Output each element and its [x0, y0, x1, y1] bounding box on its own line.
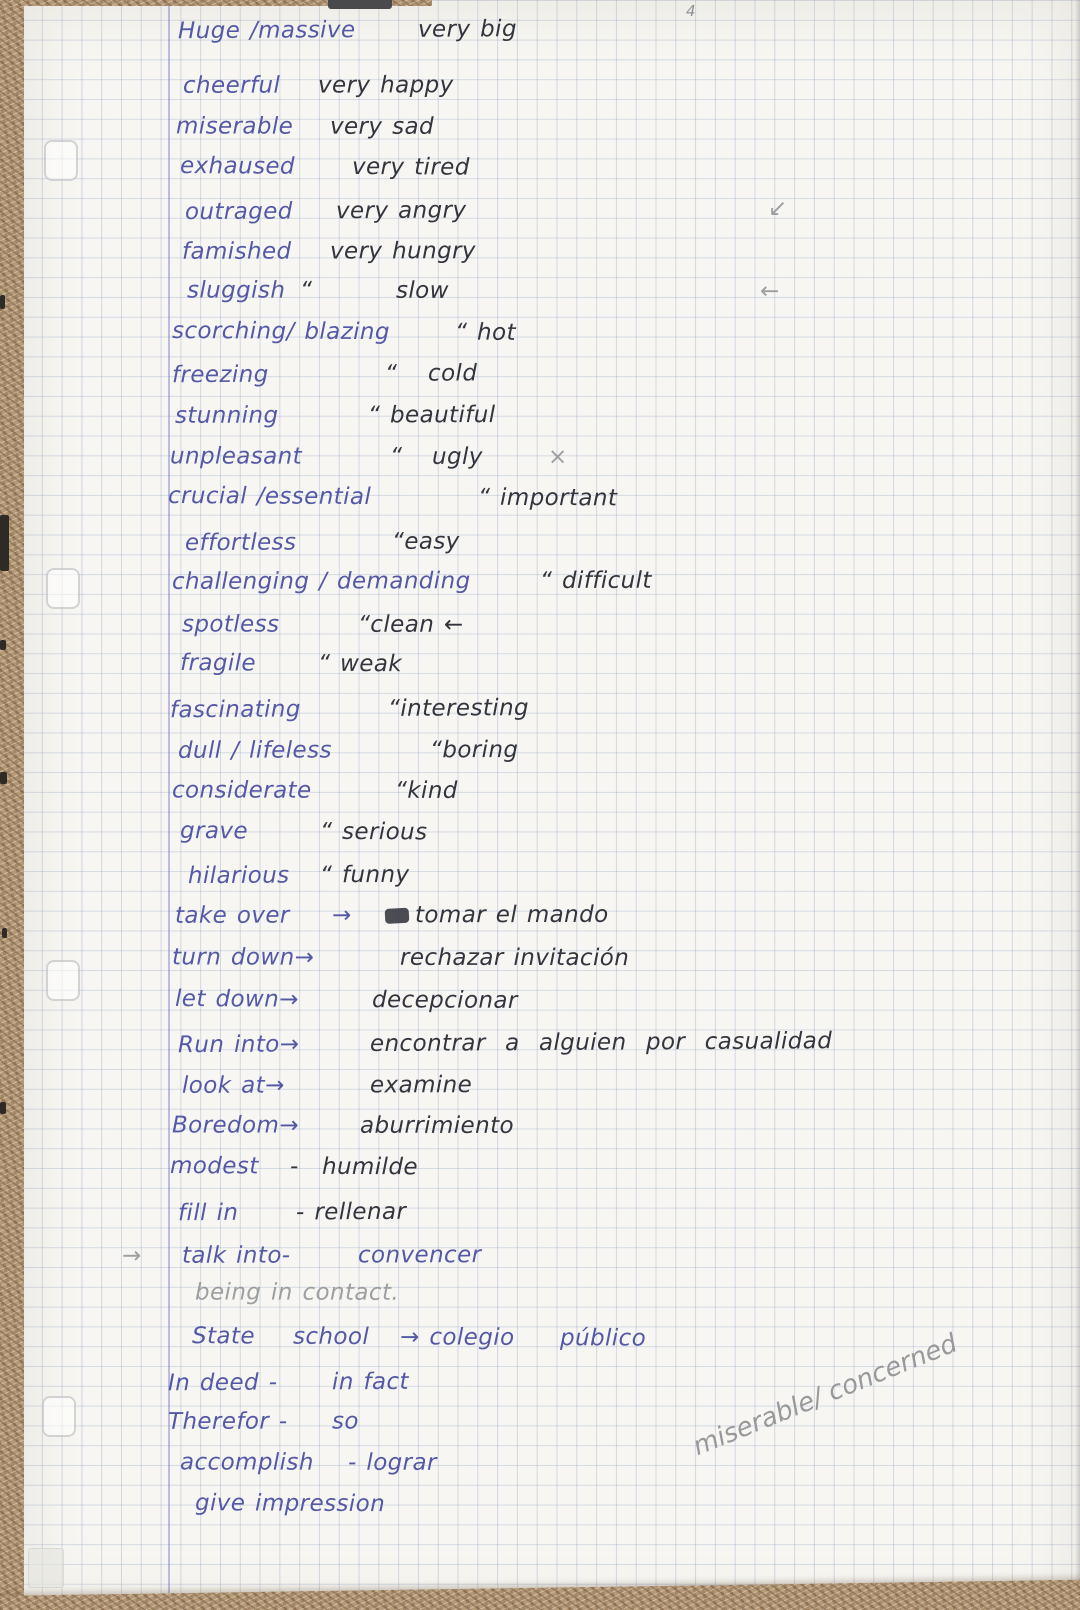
- note-text: exhaused: [179, 153, 296, 180]
- note-text: challenging / demanding: [171, 568, 471, 595]
- note-line: [0, 777, 1080, 811]
- note-line: [0, 1195, 1080, 1234]
- dark-object-top-edge: [328, 0, 392, 9]
- note-text: → colegio: [399, 1324, 515, 1351]
- note-line: [0, 443, 1080, 477]
- note-line: [0, 649, 1080, 687]
- note-line: [0, 1112, 1080, 1146]
- note-text: freezing: [171, 361, 269, 389]
- note-text: fascinating: [169, 696, 301, 724]
- note-text: slow: [395, 277, 449, 304]
- desk-dark-spot: [0, 640, 6, 650]
- note-text: grave: [179, 818, 249, 845]
- note-text: “ important: [477, 484, 618, 512]
- note-line: [0, 525, 1080, 564]
- note-line: [0, 482, 1080, 520]
- note-line: [0, 858, 1080, 897]
- note-text: accomplish: [179, 1449, 314, 1476]
- note-text: “boring: [429, 737, 519, 764]
- note-text: very sad: [329, 113, 435, 140]
- note-line: [0, 194, 1080, 233]
- corner-pencil-mark: 4: [686, 2, 696, 20]
- note-line: [0, 611, 1080, 645]
- note-text: - rellenar: [295, 1198, 407, 1226]
- note-text: “interesting: [387, 695, 530, 722]
- note-line: [0, 567, 1080, 601]
- note-text: examine: [369, 1072, 473, 1099]
- note-text: scorching/ blazing: [171, 318, 391, 346]
- note-text: Therefor -: [167, 1408, 288, 1435]
- note-text: crucial /essential: [167, 482, 372, 511]
- note-text: “ beautiful: [367, 402, 496, 429]
- note-line: [0, 277, 1080, 311]
- note-text: Huge /massive: [177, 17, 356, 45]
- note-text: “ serious: [319, 818, 428, 846]
- note-text: very hungry: [329, 238, 476, 265]
- note-text: “: [299, 277, 313, 304]
- note-text: “ hot: [454, 319, 516, 346]
- note-text: let down→: [174, 986, 299, 1013]
- note-text: “: [389, 443, 403, 470]
- note-text: famished: [181, 238, 292, 265]
- note-text: fill in: [177, 1199, 239, 1227]
- note-text: ↙: [767, 195, 788, 222]
- note-text: In deed -: [167, 1369, 278, 1397]
- note-text: tomar el mando: [414, 901, 609, 929]
- note-text: →: [121, 1242, 142, 1269]
- note-line: [0, 237, 1080, 271]
- note-text: considerate: [171, 777, 312, 804]
- note-line: [0, 944, 1080, 978]
- note-text: dull / lifeless: [177, 737, 332, 764]
- note-text: “ difficult: [539, 567, 652, 594]
- note-text: →: [331, 902, 352, 929]
- note-line: [0, 817, 1080, 855]
- note-line: [0, 1241, 1080, 1275]
- note-text: sluggish: [186, 277, 286, 304]
- note-text: so: [331, 1408, 359, 1435]
- note-line: [0, 1279, 1080, 1313]
- note-text: decepcionar: [371, 987, 518, 1014]
- note-text: outraged: [184, 198, 293, 226]
- note-text: público: [559, 1325, 647, 1352]
- note-line: [0, 1449, 1080, 1483]
- note-line: [0, 152, 1080, 190]
- note-text: encontrar a alguien por casualidad: [369, 1028, 833, 1058]
- note-text: look at→: [181, 1072, 285, 1099]
- note-text: cold: [427, 360, 478, 387]
- note-line: [0, 692, 1080, 731]
- note-text: “ funny: [319, 861, 410, 889]
- note-text: “ weak: [317, 650, 403, 678]
- note-text: “: [384, 360, 398, 387]
- note-text: turn down→: [171, 944, 315, 971]
- note-text: “easy: [391, 528, 460, 555]
- note-line: [0, 901, 1080, 935]
- note-text: “clean ←: [357, 611, 464, 638]
- scribble-mark: [385, 908, 410, 924]
- note-text: spotless: [181, 611, 280, 638]
- note-text: Run into→: [177, 1031, 300, 1059]
- note-text: humilde: [321, 1153, 418, 1181]
- note-text: hilarious: [187, 862, 290, 890]
- note-line: [0, 1152, 1080, 1190]
- note-text: “kind: [394, 777, 458, 804]
- note-text: fragile: [179, 650, 257, 677]
- note-text: modest: [169, 1152, 259, 1180]
- note-text: very tired: [351, 153, 470, 181]
- note-text: convencer: [357, 1242, 482, 1269]
- note-line: [0, 357, 1080, 396]
- note-line: [0, 317, 1080, 355]
- note-line: [0, 985, 1080, 1023]
- note-text: very happy: [317, 72, 454, 99]
- note-line: [0, 13, 1080, 52]
- desk-dark-spot: [0, 295, 5, 309]
- note-text: miserable: [175, 113, 294, 140]
- desk-surface-left: [0, 0, 24, 1610]
- note-text: take over: [174, 902, 290, 929]
- note-text: -: [289, 1153, 299, 1180]
- note-text: being in contact.: [194, 1279, 400, 1306]
- note-text: State: [191, 1323, 255, 1350]
- note-line: [0, 401, 1080, 435]
- note-line: [0, 736, 1080, 770]
- desk-dark-spot: [2, 928, 7, 938]
- note-text: talk into-: [181, 1242, 291, 1269]
- note-text: rechazar invitación: [399, 944, 630, 972]
- note-line: [0, 113, 1080, 147]
- note-text: Boredom→: [171, 1112, 300, 1139]
- note-text: ×: [547, 444, 568, 471]
- note-text: ←: [759, 278, 780, 305]
- note-line: [0, 1027, 1080, 1066]
- note-text: unpleasant: [169, 443, 303, 470]
- note-line: [0, 1489, 1080, 1527]
- note-text: effortless: [184, 529, 297, 557]
- note-text: very angry: [335, 197, 467, 225]
- diagonal-pencil-note: miserable/ concerned: [688, 1328, 962, 1462]
- desk-dark-spot: [0, 772, 7, 784]
- note-text: ugly: [431, 443, 483, 470]
- note-text: aburrimiento: [359, 1112, 515, 1139]
- note-text: in fact: [331, 1368, 410, 1396]
- note-text: school: [292, 1323, 370, 1351]
- desk-dark-spot: [0, 515, 9, 571]
- note-text: cheerful: [182, 72, 281, 99]
- note-text: - lograr: [347, 1449, 437, 1476]
- note-text: give impression: [194, 1490, 386, 1518]
- note-line: [0, 1407, 1080, 1441]
- note-text: stunning: [174, 402, 279, 429]
- desk-dark-spot: [0, 1102, 6, 1114]
- note-line: [0, 1071, 1080, 1105]
- note-text: very big: [417, 16, 517, 43]
- note-line: [0, 71, 1080, 105]
